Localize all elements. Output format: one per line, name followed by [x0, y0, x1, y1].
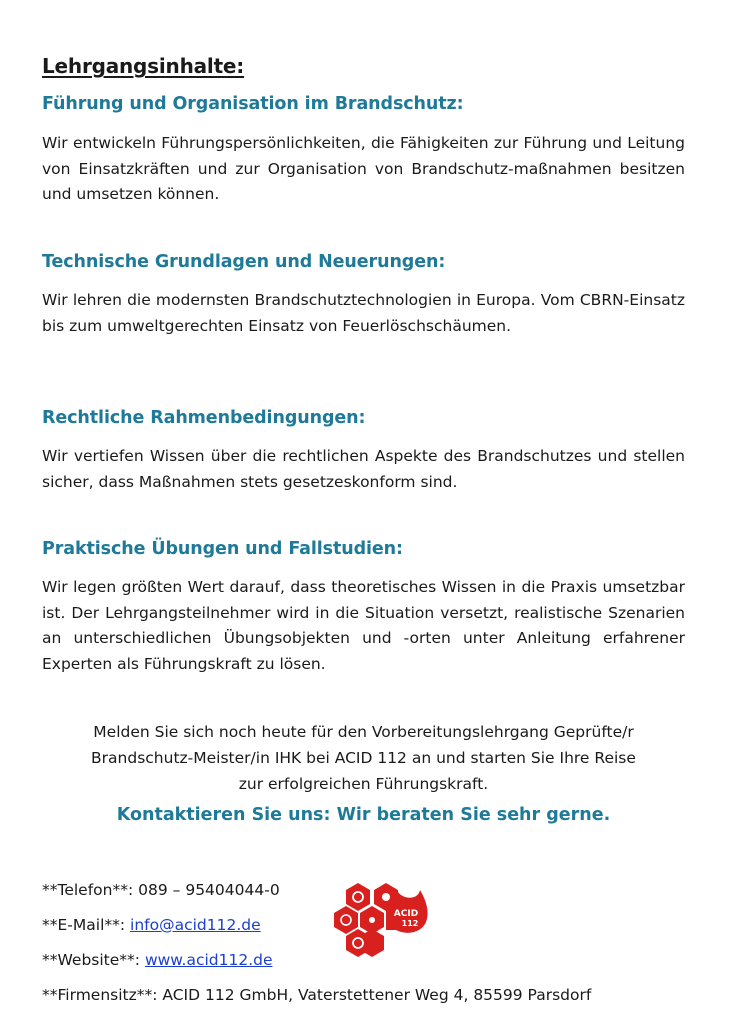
phone-row [42, 881, 280, 899]
email-row [42, 916, 261, 934]
radio-icon [369, 917, 375, 923]
section-heading-legal: Rechtliche Rahmenbedingungen: [42, 408, 366, 428]
contact-callout: Kontaktieren Sie uns: Wir beraten Sie sehr gerne. [116, 805, 611, 825]
section-text-practical: Wir legen größten Wert darauf, dass theoretisches Wissen in die Praxis umsetzbar ist. Der Lehrgangsteilnehmer wird in die Situation versetzt, realistische Szenarien an unterschiedlichen Übungsobjekten und -orten unter Anleitung erfahrener Experten als Führungskraft zu lösen. [42, 578, 685, 673]
logo-hex [334, 906, 358, 934]
page-title: Lehrgangsinhalte: [42, 54, 245, 78]
website-row [42, 951, 273, 969]
section-heading-leadership: Führung und Organisation im Brandschutz: [42, 94, 464, 114]
section-text-legal: Wir vertiefen Wissen über die rechtlichen Aspekte des Brandschutzes und stellen sicher, dass Maßnahmen stets gesetzeskonform sind. [42, 447, 685, 491]
explosion-icon [382, 893, 390, 901]
section-heading-technical: Technische Grundlagen und Neuerungen: [42, 252, 446, 272]
acid112-logo [334, 878, 430, 968]
call-to-action [42, 719, 685, 797]
website-link[interactable]: www.acid112.de [144, 951, 273, 969]
logo-text-acid: ACID [393, 909, 419, 919]
section-text-technical: Wir lehren die modernsten Brandschutztechnologien in Europa. Vom CBRN-Einsatz bis zum umweltgerechten Einsatz von Feuerlöschschäumen. [42, 291, 685, 335]
logo-hex [346, 883, 370, 911]
headquarters-label: **Firmensitz**: [42, 986, 163, 1004]
section-text-leadership: Wir entwickeln Führungspersönlichkeiten, die Fähigkeiten zur Führung und Leitung von Einsatzkräften und zur Organisation von Brandschutz-maßnahmen besitzen und umsetzen können. [42, 134, 685, 203]
website-label: **Website**: [42, 951, 145, 969]
cta-line: zur erfolgreichen Führungskraft. [238, 775, 489, 793]
cta-line: Melden Sie sich noch heute für den Vorbereitungslehrgang Geprüfte/r [93, 723, 634, 741]
logo-text-112: 112 [401, 919, 419, 928]
headquarters-address: ACID 112 GmbH, Vaterstettener Weg 4, 85599 Parsdorf [162, 986, 592, 1004]
section-heading-practical: Praktische Übungen und Fallstudien: [42, 539, 403, 559]
cta-line: Brandschutz-Meister/in IHK bei ACID 112 an und starten Sie Ihre Reise [91, 749, 636, 767]
phone-label: **Telefon**: [42, 881, 139, 899]
email-label: **E-Mail**: [42, 916, 131, 934]
headquarters-row [42, 986, 591, 1004]
email-link[interactable]: info@acid112.de [130, 916, 261, 934]
phone-number: 089 – 95404044-0 [138, 881, 280, 899]
